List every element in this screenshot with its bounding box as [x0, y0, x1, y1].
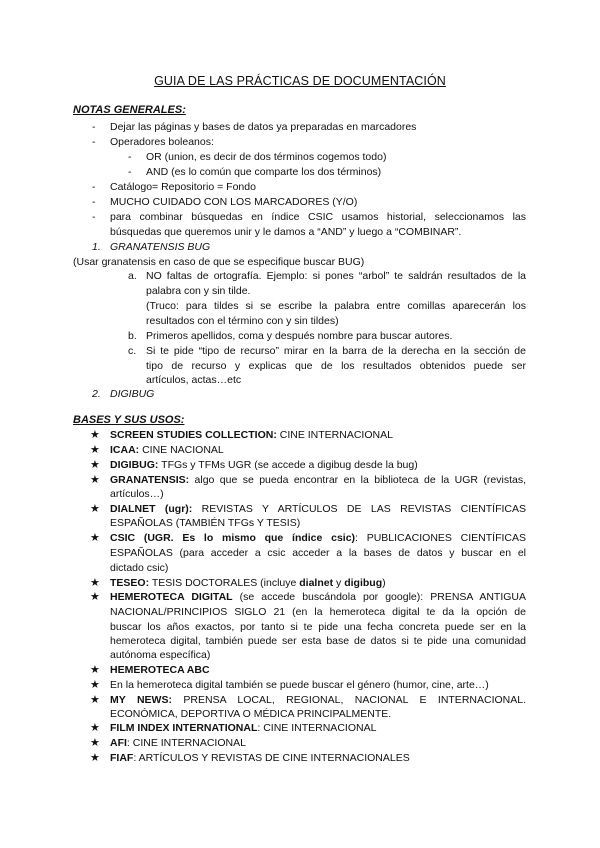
base-desc: : PUBLICACIONES CIENTÍFICAS: [355, 532, 526, 544]
base-desc: (se accede buscándola por google): PRENSA ANTIGUA: [232, 591, 526, 603]
sub-item-c-line: tipo de recurso y explicas que de los resultados obtenidos puede ser: [146, 360, 526, 372]
base-item-film-index: [110, 721, 376, 736]
base-desc: : CINE INTERNACIONAL: [257, 722, 377, 734]
sub-letter: c.: [128, 345, 137, 357]
sub-item-c: Si te pide “tipo de recurso” mirar en la barra de la derecha en la sección de: [146, 345, 526, 357]
base-desc-continuation: artículos…): [110, 488, 164, 500]
base-desc: REVISTAS Y ARTÍCULOS DE LAS REVISTAS CIENTÍFICAS: [192, 503, 526, 515]
base-desc-continuation: ECONÓMICA, DEPORTIVA O MÉDICA PRINCIPALMENTE.: [110, 708, 392, 720]
list-item: OR (union, es decir de dos términos cogemos todo): [146, 151, 387, 163]
star-bullet-icon: ★: [90, 577, 100, 589]
sub-item-a: NO faltas de ortografía. Ejemplo: si pones “arbol” te saldrán resultados de la: [146, 270, 526, 282]
base-desc-continuation: buscar los años exactos, por tanto si te pide una fecha concreta puede ser en la: [110, 621, 526, 633]
base-name: FIAF: [110, 752, 134, 764]
base-ref-digibug: digibug: [344, 577, 383, 589]
granatensis-subheading: GRANATENSIS BUG: [110, 241, 211, 253]
base-desc: : CINE INTERNACIONAL: [126, 737, 246, 749]
base-item-icaa: [110, 443, 224, 458]
base-desc: : ARTÍCULOS Y REVISTAS DE CINE INTERNACIONALES: [133, 752, 410, 764]
list-number: 1.: [92, 241, 101, 253]
dash-bullet: -: [92, 136, 96, 148]
sub-letter: a.: [128, 270, 137, 282]
base-desc: y: [333, 577, 345, 589]
list-item-continuation: búsquedas que queremos unir y le damos a “AND” y luego a “COMBINAR”.: [110, 226, 462, 238]
list-item: Dejar las páginas y bases de datos ya preparadas en marcadores: [110, 121, 417, 133]
base-desc: algo que se pueda encontrar en la biblioteca de la UGR (revistas,: [189, 474, 526, 486]
base-item-digibug: [110, 458, 418, 473]
base-desc: TFGs y TFMs UGR (se accede a digibug desde la bug): [158, 459, 418, 471]
dash-bullet: -: [92, 211, 96, 223]
base-name: MY NEWS:: [110, 694, 172, 706]
base-desc-continuation: hemeroteca digital, también puede ser esta base de datos si te pide una comunidad: [110, 635, 526, 647]
star-bullet-icon: ★: [90, 679, 100, 691]
list-item: AND (es lo común que comparte los dos términos): [146, 166, 382, 178]
usar-note: (Usar granatensis en caso de que se especifique buscar BUG): [73, 256, 365, 268]
base-name: DIGIBUG:: [110, 459, 159, 471]
base-item-hemeroteca-abc: [110, 663, 210, 678]
base-desc-continuation: ESPAÑOLAS (TAMBIÉN TFGs Y TESIS): [110, 517, 301, 529]
star-bullet-icon: ★: [90, 737, 100, 749]
base-desc: CINE NACIONAL: [139, 444, 224, 456]
sub-item-a-line: (Truco: para tildes si se escribe la palabra entre comillas aparecerán los: [146, 300, 526, 312]
list-item: para combinar búsquedas en índice CSIC usamos historial, seleccionamos las: [110, 211, 526, 223]
base-item-teseo: [110, 576, 386, 591]
base-desc: PRENSA LOCAL, REGIONAL, NACIONAL E INTERNACIONAL.: [171, 694, 526, 706]
base-name: CSIC (UGR. Es lo mismo que índice csic): [110, 532, 356, 544]
base-item-granatensis: [110, 473, 526, 488]
base-name: ICAA:: [110, 444, 140, 456]
list-item: Operadores boleanos:: [110, 136, 214, 148]
star-bullet-icon: ★: [90, 459, 100, 471]
list-item: MUCHO CUIDADO CON LOS MARCADORES (Y/O): [110, 196, 358, 208]
base-item-csic: [110, 531, 526, 546]
base-name: HEMEROTECA DIGITAL: [110, 591, 233, 603]
base-desc: ): [382, 577, 386, 589]
base-item-afi: [110, 736, 246, 751]
star-bullet-icon: ★: [90, 503, 100, 515]
star-bullet-icon: ★: [90, 532, 100, 544]
base-name: HEMEROTECA ABC: [110, 664, 210, 676]
sub-letter: b.: [128, 330, 137, 342]
star-bullet-icon: ★: [90, 591, 100, 603]
star-bullet-icon: ★: [90, 752, 100, 764]
star-bullet-icon: ★: [90, 694, 100, 706]
dash-bullet: -: [128, 166, 132, 178]
sub-item-a-line: resultados con el término con y sin tildes): [146, 315, 339, 327]
list-item: Catálogo= Repositorio = Fondo: [110, 181, 256, 193]
sub-item-c-line: artículos, actas…etc: [146, 374, 242, 386]
star-bullet-icon: ★: [90, 722, 100, 734]
base-name: FILM INDEX INTERNATIONAL: [110, 722, 258, 734]
dash-bullet: -: [92, 196, 96, 208]
base-desc-continuation: NACIONAL/PRINCIPIOS SIGLO 21 (en la hemeroteca digital te da la opción de: [110, 606, 526, 618]
base-item-my-news: [110, 693, 526, 708]
star-bullet-icon: ★: [90, 444, 100, 456]
star-bullet-icon: ★: [90, 474, 100, 486]
base-desc-continuation: dictado csic): [110, 562, 169, 574]
base-item-fiaf: [110, 751, 410, 766]
sub-item-a-line: palabra con y sin tilde.: [146, 285, 251, 297]
list-number: 2.: [92, 388, 101, 400]
base-ref-dialnet: dialnet: [299, 577, 334, 589]
base-name: AFI: [110, 737, 127, 749]
dash-bullet: -: [92, 181, 96, 193]
base-desc-continuation: autónoma específica): [110, 649, 211, 661]
star-bullet-icon: ★: [90, 429, 100, 441]
base-desc: TESIS DOCTORALES (incluye: [149, 577, 300, 589]
section-heading-bases: BASES Y SUS USOS:: [73, 414, 185, 426]
base-item-genero-note: En la hemeroteca digital también se puede buscar el género (humor, cine, arte…): [110, 679, 489, 691]
base-name: TESEO:: [110, 577, 150, 589]
sub-item-b: Primeros apellidos, coma y después nombre para buscar autores.: [146, 330, 453, 342]
base-name: GRANATENSIS:: [110, 474, 190, 486]
page-title: GUIA DE LAS PRÁCTICAS DE DOCUMENTACIÓN: [154, 74, 446, 88]
base-desc: CINE INTERNACIONAL: [276, 429, 393, 441]
digibug-subheading: DIGIBUG: [110, 388, 155, 400]
dash-bullet: -: [128, 151, 132, 163]
base-desc-continuation: ESPAÑOLAS (para acceder a csic acceder a la bases de datos y buscar en el: [110, 547, 526, 559]
base-name: DIALNET (ugr):: [110, 503, 193, 515]
base-item-dialnet: [110, 502, 526, 517]
star-bullet-icon: ★: [90, 664, 100, 676]
base-name: SCREEN STUDIES COLLECTION:: [110, 429, 277, 441]
dash-bullet: -: [92, 121, 96, 133]
section-heading-notas: NOTAS GENERALES:: [73, 104, 186, 116]
base-item-hemeroteca-digital: [110, 590, 526, 605]
base-item-screen-studies: [110, 428, 393, 443]
